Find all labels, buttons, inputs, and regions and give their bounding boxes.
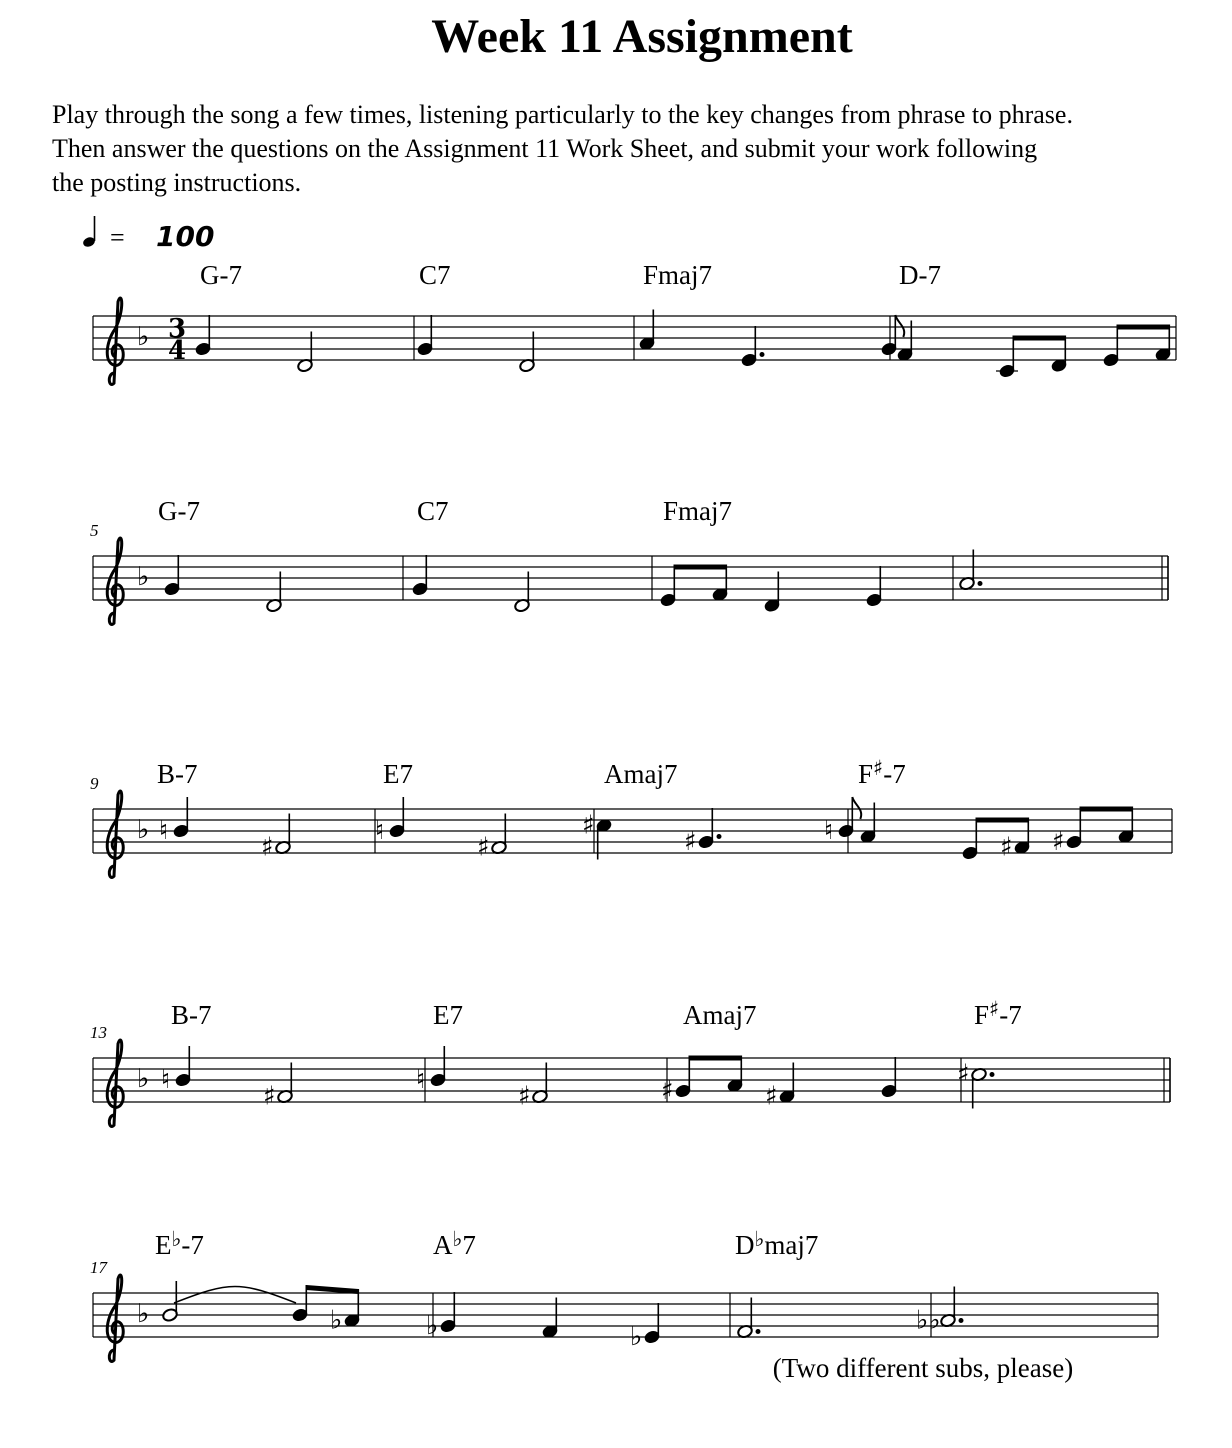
augmentation-dot: [760, 352, 765, 357]
beam: [976, 818, 1028, 823]
chord-symbol: [433, 1227, 476, 1260]
measure-number: 13: [90, 1023, 107, 1042]
chord-symbol: [974, 997, 1022, 1030]
system-3: [90, 756, 1172, 877]
treble-clef-icon: [107, 538, 123, 624]
system-5: [90, 1227, 1158, 1361]
augmentation-dot: [717, 834, 722, 839]
chord-root: C: [417, 496, 436, 526]
chord-root: A: [433, 1230, 453, 1260]
note-accidental: ♯: [518, 1081, 531, 1112]
measure: [916, 1287, 964, 1336]
chord-root: G: [200, 260, 220, 290]
time-signature-top: 3: [168, 314, 187, 344]
treble-clef-icon: [107, 1275, 123, 1361]
chord-symbol: [663, 496, 732, 526]
note-accidental: ♭: [630, 1322, 643, 1352]
chord-quality: maj7: [623, 759, 678, 789]
augmentation-dot: [978, 581, 983, 586]
measure-number: 9: [90, 774, 99, 793]
chord-quality: 7: [437, 260, 451, 290]
chord-symbol: [735, 1227, 818, 1260]
key-signature-flat: ♭: [137, 1299, 150, 1329]
note-accidental: ♯: [1000, 832, 1013, 863]
treble-clef-icon: [107, 298, 123, 384]
note-accidental: ♯: [263, 1081, 276, 1112]
chord-root: E: [383, 759, 400, 789]
tempo-equals: =: [110, 223, 125, 252]
chord-quality: -7: [918, 260, 941, 290]
chord-root: B: [157, 759, 176, 789]
key-signature-flat: ♭: [137, 1064, 150, 1094]
treble-clef-icon: [107, 1040, 123, 1126]
key-signature-flat: ♭: [137, 815, 150, 845]
chord-root: F: [858, 759, 874, 789]
time-signature-bottom: 4: [168, 336, 187, 366]
chord-root: A: [683, 1000, 703, 1030]
treble-clef-icon: [107, 791, 123, 877]
augmentation-dot: [959, 1318, 964, 1323]
chord-symbol: [858, 756, 906, 789]
chord-symbol: [200, 260, 242, 290]
footnote-text: (Two different subs, please): [772, 1353, 1074, 1383]
note-accidental: ♭♭: [916, 1305, 941, 1336]
chord-quality: 7: [462, 1230, 476, 1260]
measure: [957, 997, 1022, 1109]
note-accidental: ♭: [426, 1311, 439, 1341]
chord-symbol: [158, 496, 200, 526]
eighth-flag: [852, 797, 861, 819]
chord-symbol: [604, 759, 678, 789]
measure: [155, 1227, 360, 1336]
measure: [639, 260, 905, 367]
chord-symbol: [899, 260, 941, 290]
chord-quality: -7: [999, 1000, 1022, 1030]
chord-symbol: [157, 759, 198, 789]
measure: [661, 1000, 897, 1112]
chord-symbol: [383, 759, 413, 789]
tie: [174, 1287, 296, 1304]
beam: [1013, 336, 1065, 341]
system-2: [90, 496, 1168, 624]
tempo-value: 100: [156, 220, 215, 253]
augmentation-dot: [756, 1329, 761, 1334]
chord-quality: maj7: [702, 1000, 757, 1030]
beam: [1080, 807, 1132, 812]
music-systems: [90, 260, 1176, 1361]
instruction-line-2: Then answer the questions on the Assignment 11 Work Sheet, and submit your work following: [52, 134, 1038, 163]
chord-quality: -7: [883, 759, 906, 789]
tempo-marking: [82, 216, 215, 253]
chord-accidental: ♯: [873, 756, 884, 780]
chord-quality: maj7: [658, 260, 713, 290]
chord-root: F: [643, 260, 659, 290]
chord-root: F: [974, 1000, 990, 1030]
note-accidental: ♯: [684, 827, 697, 857]
chord-symbol: [433, 1000, 463, 1030]
measure: [660, 496, 883, 613]
note-accidental: ♯: [1052, 827, 1065, 857]
instruction-line-1: Play through the song a few times, listening particularly to the key changes from phrase to phrase.: [52, 100, 1073, 129]
measure: [375, 759, 507, 863]
note-accidental: ♯: [765, 1081, 778, 1112]
chord-root: D: [899, 260, 919, 290]
chord-accidental: ♭: [452, 1227, 463, 1251]
chord-root: G: [158, 496, 178, 526]
note-accidental: ♮: [161, 1065, 171, 1095]
chord-symbol: [419, 260, 451, 290]
note-accidental: ♯: [261, 832, 274, 863]
note-accidental: ♭: [330, 1305, 343, 1336]
eighth-flag: [895, 315, 904, 337]
chord-accidental: ♯: [989, 997, 1000, 1021]
chord-accidental: ♭: [754, 1227, 765, 1251]
chord-root: A: [604, 759, 624, 789]
measure: [735, 1227, 818, 1339]
chord-quality: -7: [181, 1230, 204, 1260]
measure: [412, 496, 531, 613]
measure: [416, 1000, 548, 1112]
beam: [689, 1056, 741, 1061]
note-accidental: ♮: [416, 1065, 426, 1095]
chord-root: D: [735, 1230, 755, 1260]
chord-quality: 7: [435, 496, 449, 526]
chord-symbol: [683, 1000, 757, 1030]
measure-number: 17: [90, 1258, 107, 1277]
measure: [897, 260, 1172, 378]
chord-root: F: [663, 496, 679, 526]
chord-symbol: [643, 260, 712, 290]
chord-quality: -7: [177, 496, 200, 526]
chord-quality: 7: [449, 1000, 463, 1030]
chord-quality: -7: [175, 759, 198, 789]
chord-symbol: [155, 1227, 204, 1260]
chord-symbol: [171, 1000, 212, 1030]
measure: [157, 759, 291, 863]
chord-quality: 7: [399, 759, 413, 789]
note-accidental: ♯: [582, 810, 595, 841]
note-accidental: ♯: [957, 1059, 970, 1090]
note-accidental: ♮: [159, 816, 169, 846]
note-accidental: ♮: [375, 816, 385, 846]
measure-number: 5: [90, 521, 99, 540]
chord-root: E: [155, 1230, 172, 1260]
measure: [158, 496, 282, 613]
chord-root: B: [171, 1000, 190, 1030]
note-accidental: ♮: [824, 816, 834, 846]
beam: [1117, 325, 1169, 330]
page-title: Week 11 Assignment: [431, 10, 853, 63]
measure: [426, 1227, 660, 1352]
chord-quality: -7: [189, 1000, 212, 1030]
note-accidental: ♯: [477, 832, 490, 863]
chord-symbol: [417, 496, 449, 526]
measure: [161, 1000, 293, 1112]
beam: [674, 565, 726, 570]
key-signature-flat: ♭: [137, 322, 150, 352]
chord-root: E: [433, 1000, 450, 1030]
key-signature-flat: ♭: [137, 562, 150, 592]
chord-root: C: [419, 260, 438, 290]
chord-quality: -7: [219, 260, 242, 290]
system-1: [93, 260, 1176, 384]
instruction-line-3: the posting instructions.: [52, 168, 302, 197]
system-4: [90, 997, 1170, 1126]
chord-quality: maj7: [764, 1230, 819, 1260]
chord-accidental: ♭: [171, 1227, 182, 1251]
augmentation-dot: [990, 1072, 995, 1077]
note-accidental: ♯: [661, 1076, 674, 1106]
chord-quality: maj7: [678, 496, 733, 526]
